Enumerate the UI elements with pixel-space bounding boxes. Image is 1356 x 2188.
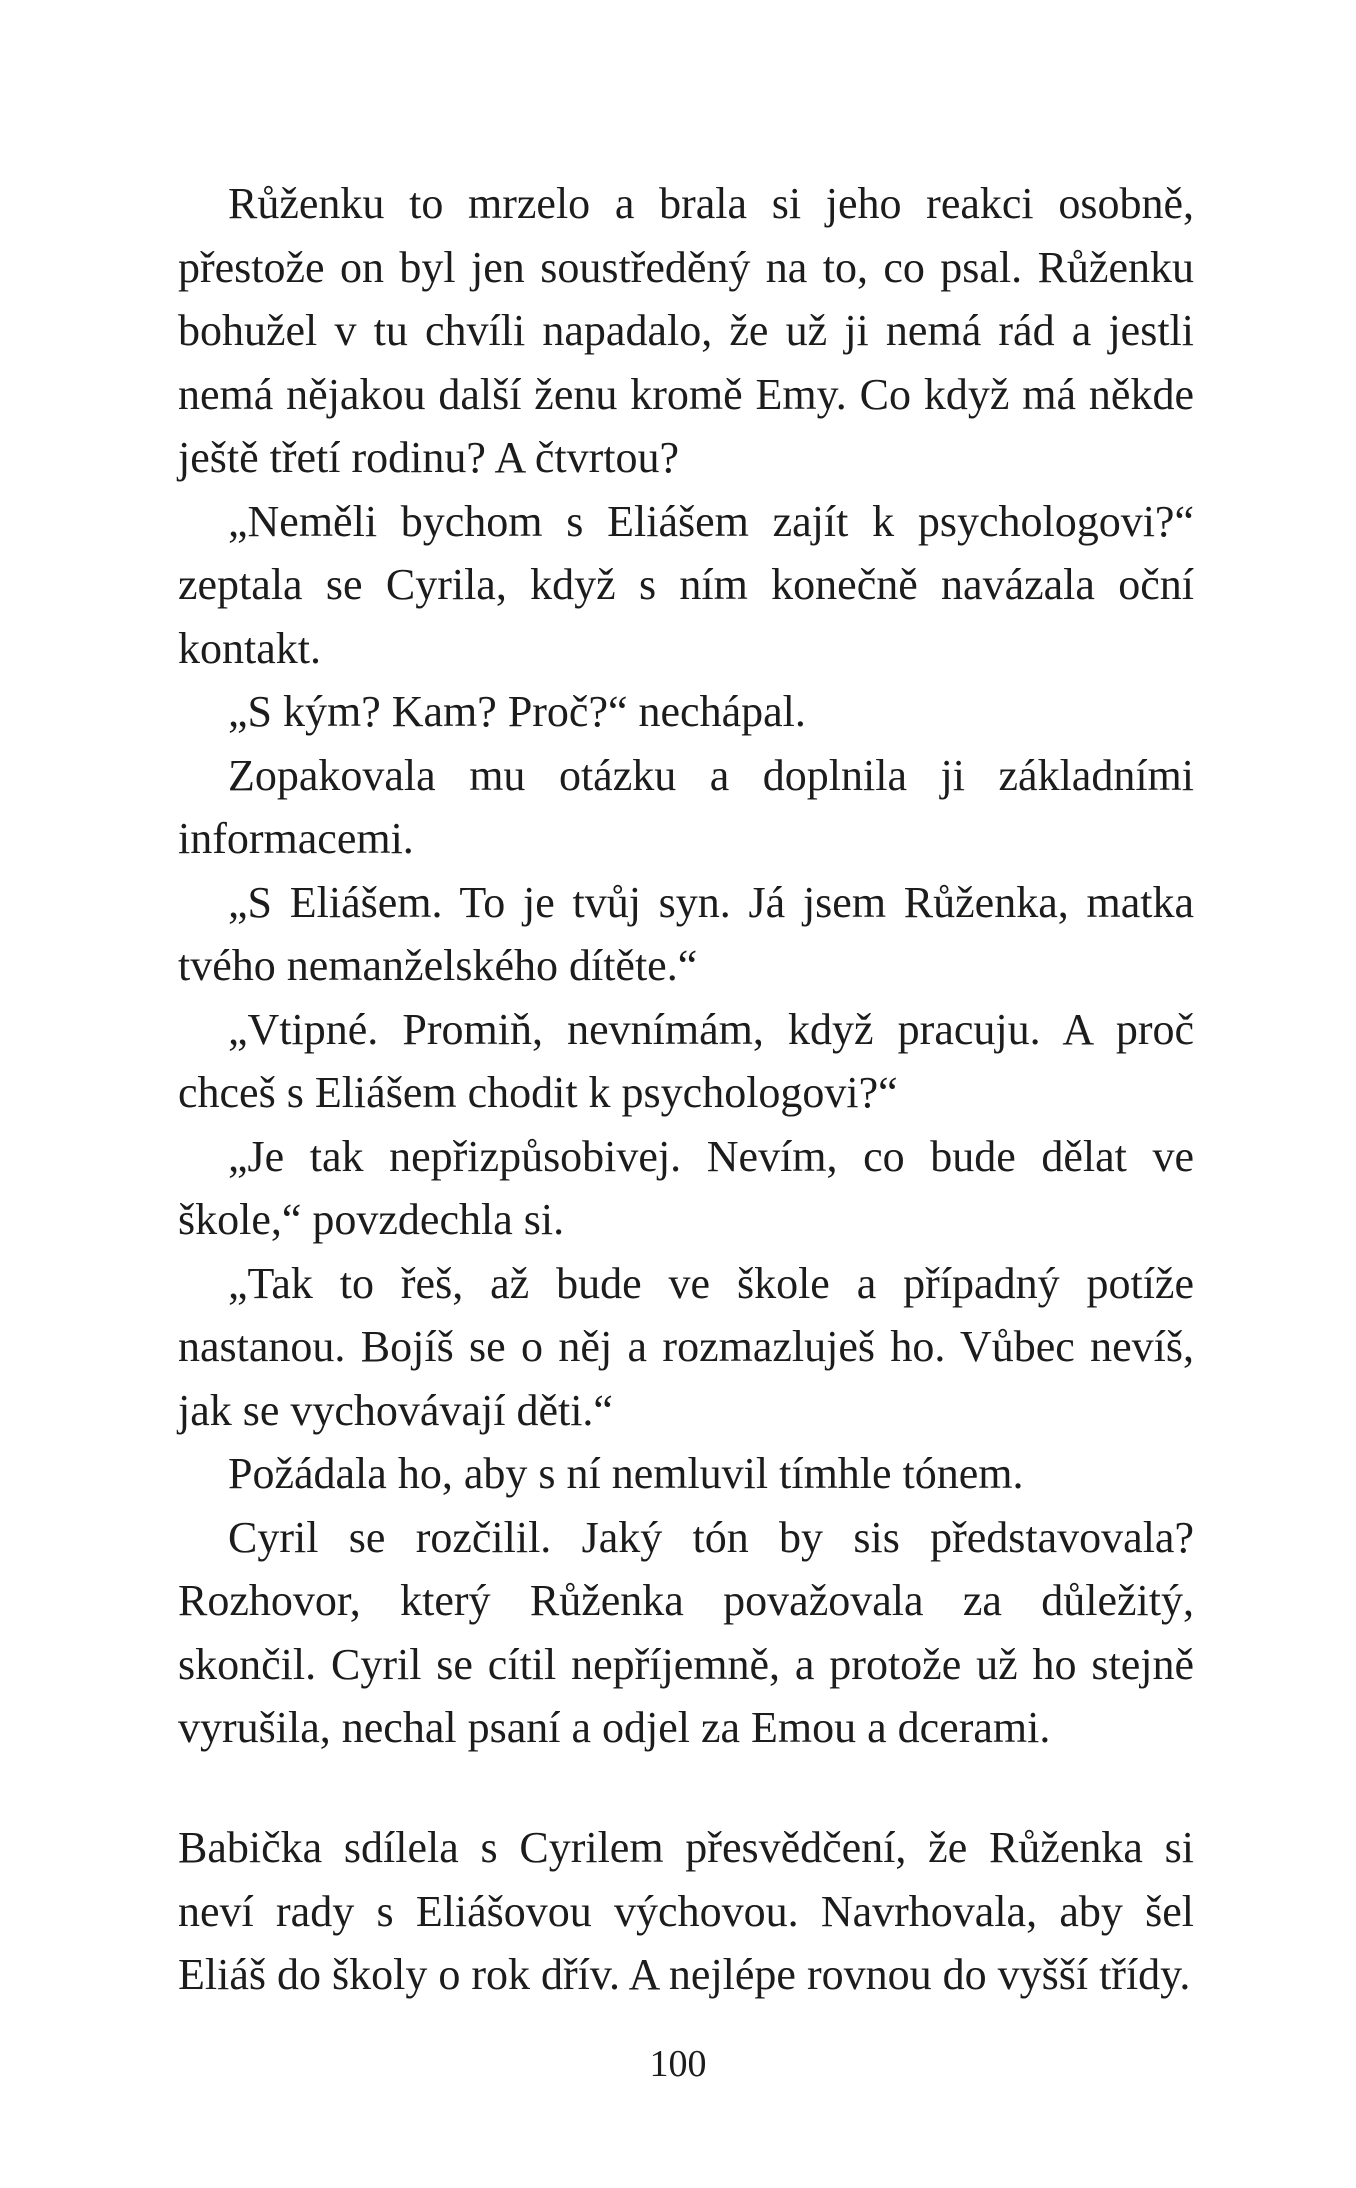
paragraph: Zopakovala mu otázku a doplnila ji základními informacemi. xyxy=(178,750,1194,863)
paragraph: „Neměli bychom s Eliášem zajít k psychologovi?“ zeptala se Cyrila, když s ním konečně navázala oční kontakt. xyxy=(178,496,1194,673)
paragraph: „Tak to řeš, až bude ve škole a případný potíže nastanou. Bojíš se o něj a rozmazluješ ho. Vůbec nevíš, jak se vychovávají děti.“ xyxy=(178,1258,1194,1435)
paragraph: Babička sdílela s Cyrilem přesvědčení, že Růženka si neví rady s Eliášovou výchovou. Navrhovala, aby šel Eliáš do školy o rok dřív. A nejlépe rovnou do vyšší třídy. xyxy=(178,1823,1194,1999)
page-number: 100 xyxy=(649,2043,707,2085)
paragraph: Cyril se rozčilil. Jaký tón by sis představovala? Rozhovor, který Růženka považovala za důležitý, skončil. Cyril se cítil nepříjemně, a protože už ho stejně vyrušila, nechal psaní a odjel za Emou a dcerami. xyxy=(178,1512,1194,1752)
paragraph: Požádala ho, aby s ní nemluvil tímhle tónem. xyxy=(228,1449,1024,1498)
paragraph: „Je tak nepřizpůsobivej. Nevím, co bude dělat ve škole,“ povzdechla si. xyxy=(178,1131,1194,1244)
main-text-section xyxy=(178,172,1194,1760)
paragraph: „S kým? Kam? Proč?“ nechápal. xyxy=(228,687,806,736)
paragraph: „Vtipné. Promiň, nevnímám, když pracuju. A proč chceš s Eliášem chodit k psychologovi?“ xyxy=(178,1004,1194,1117)
paragraph: „S Eliášem. To je tvůj syn. Já jsem Růženka, matka tvého nemanželského dítěte.“ xyxy=(178,877,1194,990)
paragraph: Růženku to mrzelo a brala si jeho reakci osobně, přestože on byl jen soustředěný na to, co psal. Růženku bohužel v tu chvíli napadalo, že už ji nemá rád a jestli nemá nějakou další ženu kromě Emy. Co když má někde ještě třetí rodinu? A čtvrtou? xyxy=(178,179,1194,482)
second-text-section xyxy=(178,1816,1194,2007)
